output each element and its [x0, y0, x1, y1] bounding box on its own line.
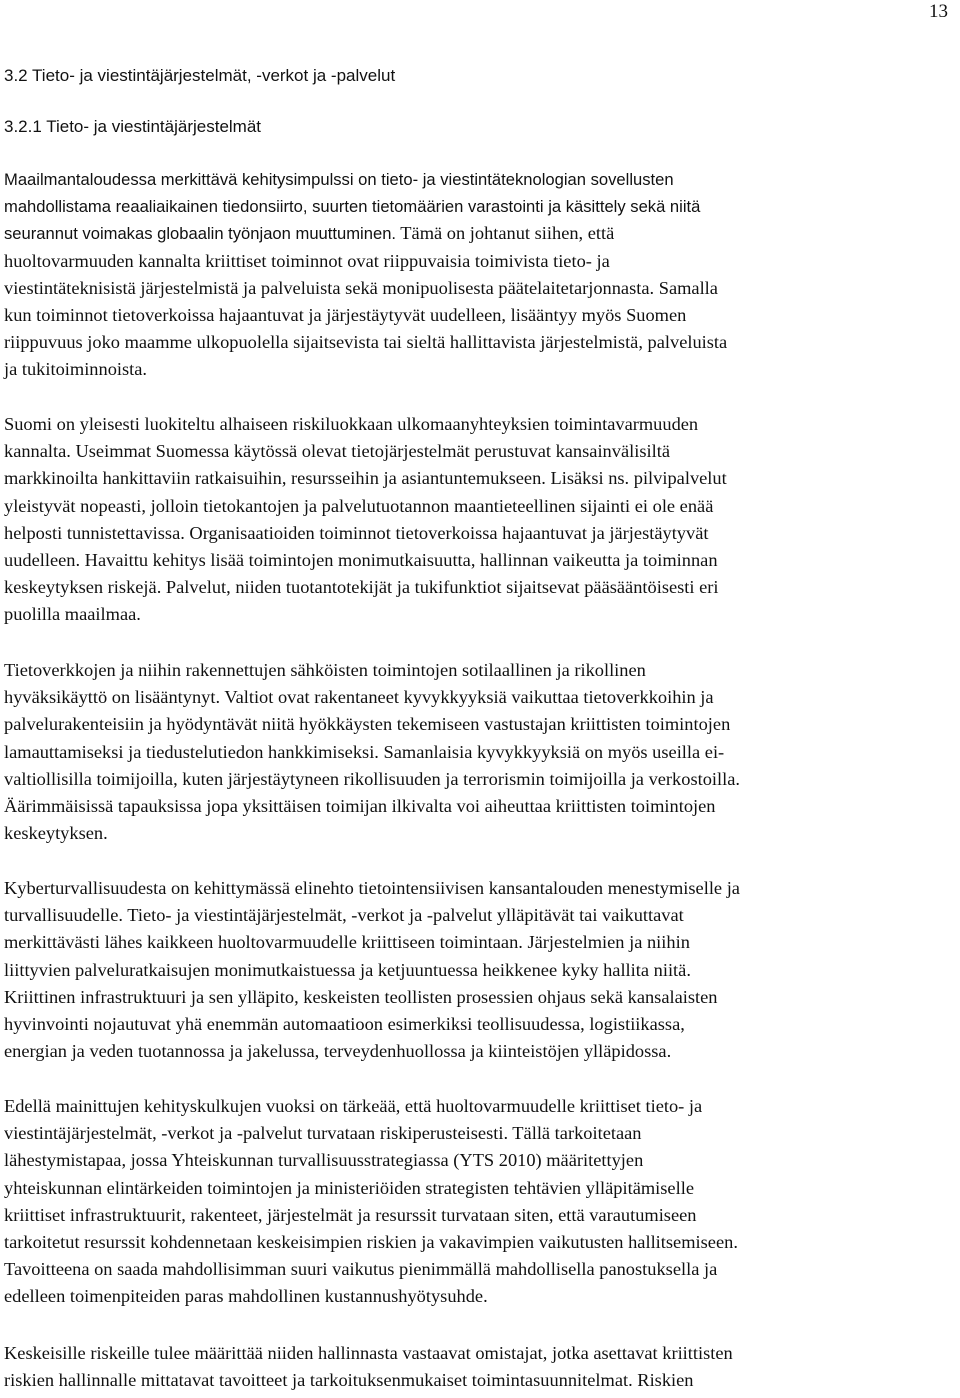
paragraph-line: helposti tunnistettavissa. Organisaatioiden toiminnot tietoverkoissa hajaantuvat ja järjestäytyvät — [4, 522, 709, 543]
paragraph-line: edelleen toimenpiteiden paras mahdollinen kustannushyötysuhde. — [4, 1286, 488, 1307]
paragraph-line: Tietoverkkojen ja niihin rakennettujen sähköisten toimintojen sotilaallinen ja rikollinen — [4, 660, 646, 680]
paragraph-5 — [4, 1093, 738, 1311]
paragraph-6 — [4, 1340, 733, 1394]
paragraph-line: lamauttamiseksi ja tiedustelutiedon hankkimiseksi. Samanlaisia kyvykkyyksiä on myös useilla ei- — [4, 741, 725, 762]
paragraph-2 — [4, 411, 727, 629]
paragraph-line: Kyberturvallisuudesta on kehittymässä elinehto tietointensiivisen kansantalouden menestymiselle ja — [4, 878, 740, 898]
paragraph-3 — [4, 657, 740, 847]
paragraph-line: ja tukitoiminnoista. — [4, 359, 148, 380]
paragraph-line: huoltovarmuuden kannalta kriittiset toiminnot ovat riippuvaisia toimivista tieto- ja — [4, 250, 610, 271]
paragraph-line: Tavoitteena on saada mahdollisimman suuri vaikutus pienimmällä mahdollisella panostuksella ja — [4, 1259, 718, 1280]
paragraph-line: hyväksikäyttö on lisääntynyt. Valtiot ovat rakentaneet kyvykkyyksiä vaikuttaa tietoverkkoihin ja — [4, 687, 714, 708]
paragraph-line: Keskeisille riskeille tulee määrittää niiden hallinnasta vastaavat omistajat, jotka asettavat kriittisten — [4, 1343, 733, 1363]
paragraph-line: seurannut voimakas globaalin työnjaon muuttuminen. Tämä on johtanut siihen, että — [4, 223, 615, 244]
paragraph-line: lähestymistapaa, jossa Yhteiskunnan turvallisuusstrategiassa (YTS 2010) määritettyjen — [4, 1150, 644, 1171]
paragraph-line: hyvinvointi nojautuvat yhä enemmän automaatioon esimerkiksi teollisuudessa, logistiikassa, — [4, 1014, 685, 1035]
paragraph-line: keskeytyksen riskejä. Palvelut, niiden tuotantotekijät ja tukifunktiot sijaitsevat pääsääntöisesti eri — [4, 577, 719, 598]
paragraph-4 — [4, 875, 740, 1065]
paragraph-line: liittyvien palveluratkaisujen monimutkaistuessa ja ketjuuntuessa heikkenee kyky hallita niitä. — [4, 959, 691, 980]
page-number: 13 — [929, 1, 948, 22]
paragraph-line: energian ja veden tuotannossa ja jakelussa, terveydenhuollossa ja kiinteistöjen ylläpidossa. — [4, 1041, 672, 1062]
paragraph-line: Äärimmäisissä tapauksissa jopa yksittäisen toimijan ilkivalta voi aiheuttaa kriittisten toimintojen — [4, 796, 716, 817]
paragraph-line: Suomi on yleisesti luokiteltu alhaiseen riskiluokkaan ulkomaanyhteyksien toimintavarmuuden — [4, 414, 699, 434]
paragraph-line: yhteiskunnan elintärkeiden toimintojen ja ministeriöiden strategisten tehtävien ylläpitämiselle — [4, 1177, 694, 1198]
paragraph-line: valtiollisilla toimijoilla, kuten järjestäytyneen rikollisuuden ja terrorismin toimijoilla ja verkostoilla. — [4, 768, 740, 789]
subsection-heading: 3.2.1 Tieto- ja viestintäjärjestelmät — [4, 117, 262, 136]
paragraph-line: riippuvuus joko maamme ulkopuolella sijaitsevista tai sieltä hallittavista järjestelmistä, palveluista — [4, 332, 728, 353]
paragraph-line: puolilla maailmaa. — [4, 604, 141, 625]
paragraph-line: palvelurakenteisiin ja hyödyntävät niitä hyökkäysten tekemiseen vastustajan kriittisten toimintojen — [4, 714, 731, 735]
paragraph-line: viestintäteknisistä järjestelmistä ja palveluista sekä monipuolisesta päätelaitetarjonnasta. Samalla — [4, 277, 718, 298]
paragraph-line: keskeytyksen. — [4, 823, 108, 844]
paragraph-line: kriittiset infrastruktuurit, rakenteet, järjestelmät ja resurssit turvataan siten, että varautumiseen — [4, 1204, 697, 1225]
paragraph-line: kannalta. Useimmat Suomessa käytössä olevat tietojärjestelmät perustuvat kansainvälisiltä — [4, 441, 670, 462]
paragraph-line: turvallisuudelle. Tieto- ja viestintäjärjestelmät, -verkot ja -palvelut ylläpitävät tai vaikuttavat — [4, 905, 684, 926]
paragraph-line: tarkoitetut resurssit kohdennetaan keskeisimpien riskien ja vakavimpien vaikutusten hallitsemiseen. — [4, 1232, 738, 1253]
paragraph-line: yleistyvät nopeasti, jolloin tietokantojen ja palvelutuotannon maantieteellinen sijainti ei ole enää — [4, 495, 714, 516]
paragraph-line: mahdollistama reaaliaikainen tiedonsiirto, suurten tietomäärien varastointi ja käsittely sekä niitä — [4, 197, 701, 217]
paragraph-line: merkittävästi lähes kaikkeen huoltovarmuudelle kriittiseen toimintaan. Järjestelmien ja niihin — [4, 932, 690, 953]
paragraph-line: uudelleen. Havaittu kehitys lisää toimintojen monimutkaisuutta, hallinnan vaikeutta ja toiminnan — [4, 550, 718, 571]
paragraph-line: markkinoilta hankittaviin ratkaisuihin, resursseihin ja asiantuntemukseen. Lisäksi ns. pilvipalvelut — [4, 468, 727, 489]
paragraph-line: Kriittinen infrastruktuuri ja sen ylläpito, keskeisten teollisten prosessien ohjaus sekä kansalaisten — [4, 986, 718, 1007]
paragraph-1 — [4, 166, 727, 384]
paragraph-line: Edellä mainittujen kehityskulkujen vuoksi on tärkeää, että huoltovarmuudelle kriittiset tieto- ja — [4, 1096, 703, 1116]
paragraph-line: kun toiminnot tietoverkoissa hajaantuvat ja järjestäytyvät uudelleen, lisääntyy myös Suomen — [4, 305, 687, 326]
paragraph-line: riskien hallinnalle mittatavat tavoitteet ja tarkoituksenmukaiset toimintasuunnitelmat. Riskien — [4, 1370, 694, 1391]
section-heading: 3.2 Tieto- ja viestintäjärjestelmät, -verkot ja -palvelut — [4, 66, 396, 85]
paragraph-line: Maailmantaloudessa merkittävä kehitysimpulssi on tieto- ja viestintäteknologian sovellusten — [4, 170, 674, 189]
paragraph-line: viestintäjärjestelmät, -verkot ja -palvelut turvataan riskiperusteisesti. Tällä tarkoitetaan — [4, 1123, 642, 1144]
